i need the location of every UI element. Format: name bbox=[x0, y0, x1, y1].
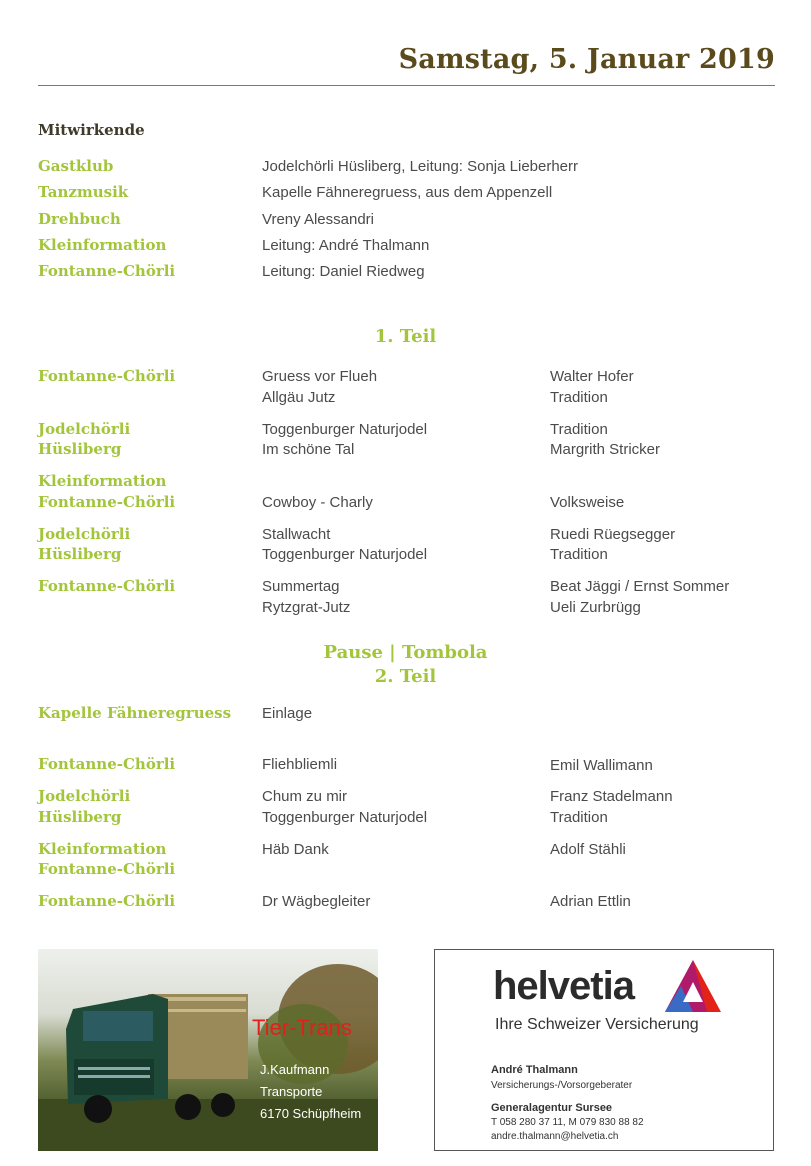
credits-label: Tanzmusik bbox=[38, 183, 129, 201]
program-song: Toggenburger Naturjodel bbox=[262, 546, 428, 563]
program-group: Kleinformation bbox=[38, 472, 167, 490]
program-song: Rytzgrat-Jutz bbox=[262, 599, 351, 616]
helvetia-brand: helvetia bbox=[493, 964, 634, 1008]
credits-value: Leitung: Daniel Riedweg bbox=[262, 263, 425, 280]
program-group: Jodelchörli bbox=[38, 420, 131, 438]
tier-trans-line: J.Kaufmann bbox=[260, 1062, 330, 1077]
credits-value: Vreny Alessandri bbox=[262, 211, 375, 228]
mitwirkende-heading: Mitwirkende bbox=[38, 121, 145, 139]
section-title-teil1: 1. Teil bbox=[374, 326, 437, 347]
program-song: Cowboy - Charly bbox=[262, 494, 373, 511]
program-group: Jodelchörli bbox=[38, 525, 131, 543]
program-group: Fontanne-Chörli bbox=[38, 577, 176, 595]
program-song: Chum zu mir bbox=[262, 788, 348, 805]
program-group: Fontanne-Chörli bbox=[38, 755, 176, 773]
tier-trans-ad bbox=[38, 949, 378, 1151]
agency-phone: T 058 280 37 11, M 079 830 88 82 bbox=[491, 1117, 644, 1128]
program-group: Kleinformation bbox=[38, 840, 167, 858]
agency-name: Generalagentur Sursee bbox=[491, 1102, 613, 1114]
program-author: Adolf Stähli bbox=[550, 841, 626, 858]
program-song: Allgäu Jutz bbox=[262, 389, 336, 406]
program-group: Fontanne-Chörli bbox=[38, 493, 176, 511]
program-author: Tradition bbox=[550, 546, 608, 563]
program-author: Tradition bbox=[550, 809, 608, 826]
program-song: Summertag bbox=[262, 578, 340, 595]
section-title-teil2: 2. Teil bbox=[374, 666, 437, 687]
program-song: Fliehbliemli bbox=[262, 756, 338, 773]
program-group: Jodelchörli bbox=[38, 787, 131, 805]
credits-label: Fontanne-Chörli bbox=[38, 262, 176, 280]
header-divider bbox=[38, 85, 775, 86]
program-group: Hüsliberg bbox=[38, 440, 122, 458]
agent-role: Versicherungs-/Vorsorgeberater bbox=[491, 1080, 633, 1091]
program-author: Ueli Zurbrügg bbox=[550, 599, 641, 616]
program-song: Gruess vor Flueh bbox=[262, 368, 378, 385]
program-song: Stallwacht bbox=[262, 526, 331, 543]
program-author: Margrith Stricker bbox=[550, 441, 661, 458]
program-song: Häb Dank bbox=[262, 841, 329, 858]
tier-trans-title: Tier-Trans bbox=[252, 1015, 352, 1040]
program-author: Adrian Ettlin bbox=[550, 893, 631, 910]
agent-name: André Thalmann bbox=[491, 1064, 578, 1076]
program-author: Franz Stadelmann bbox=[550, 788, 673, 805]
program-author: Volksweise bbox=[550, 494, 625, 511]
agency-email[interactable]: andre.thalmann@helvetia.ch bbox=[491, 1131, 619, 1142]
program-group: Hüsliberg bbox=[38, 545, 122, 563]
helvetia-triangle-logo bbox=[663, 958, 723, 1014]
program-author: Tradition bbox=[550, 389, 608, 406]
program-group: Hüsliberg bbox=[38, 808, 122, 826]
program-song: Dr Wägbegleiter bbox=[262, 893, 371, 910]
program-song: Toggenburger Naturjodel bbox=[262, 809, 428, 826]
credits-value: Kapelle Fähneregruess, aus dem Appenzell bbox=[262, 184, 553, 201]
program-author: Ruedi Rüegsegger bbox=[550, 526, 676, 543]
program-song: Einlage bbox=[262, 705, 313, 722]
program-author: Walter Hofer bbox=[550, 368, 634, 385]
tier-trans-line: Transporte bbox=[260, 1084, 323, 1099]
program-song: Toggenburger Naturjodel bbox=[262, 421, 428, 438]
program-author: Tradition bbox=[550, 421, 608, 438]
credits-label: Gastklub bbox=[38, 157, 114, 175]
credits-value: Leitung: André Thalmann bbox=[262, 237, 430, 254]
credits-label: Drehbuch bbox=[38, 210, 121, 228]
credits-label: Kleinformation bbox=[38, 236, 167, 254]
program-song: Im schöne Tal bbox=[262, 441, 355, 458]
program-group: Kapelle Fähneregruess bbox=[38, 704, 232, 722]
page-title: Samstag, 5. Januar 2019 bbox=[398, 44, 775, 75]
program-group: Fontanne-Chörli bbox=[38, 892, 176, 910]
helvetia-tagline: Ihre Schweizer Versicherung bbox=[495, 1016, 699, 1033]
helvetia-ad bbox=[434, 949, 774, 1151]
tier-trans-line: 6170 Schüpfheim bbox=[260, 1106, 362, 1121]
program-group: Fontanne-Chörli bbox=[38, 860, 176, 878]
program-author: Beat Jäggi / Ernst Sommer bbox=[550, 578, 730, 595]
credits-value: Jodelchörli Hüsliberg, Leitung: Sonja Lieberherr bbox=[262, 158, 579, 175]
program-group: Fontanne-Chörli bbox=[38, 367, 176, 385]
program-author: Emil Wallimann bbox=[550, 757, 653, 774]
pause-title: Pause | Tombola bbox=[323, 642, 488, 663]
